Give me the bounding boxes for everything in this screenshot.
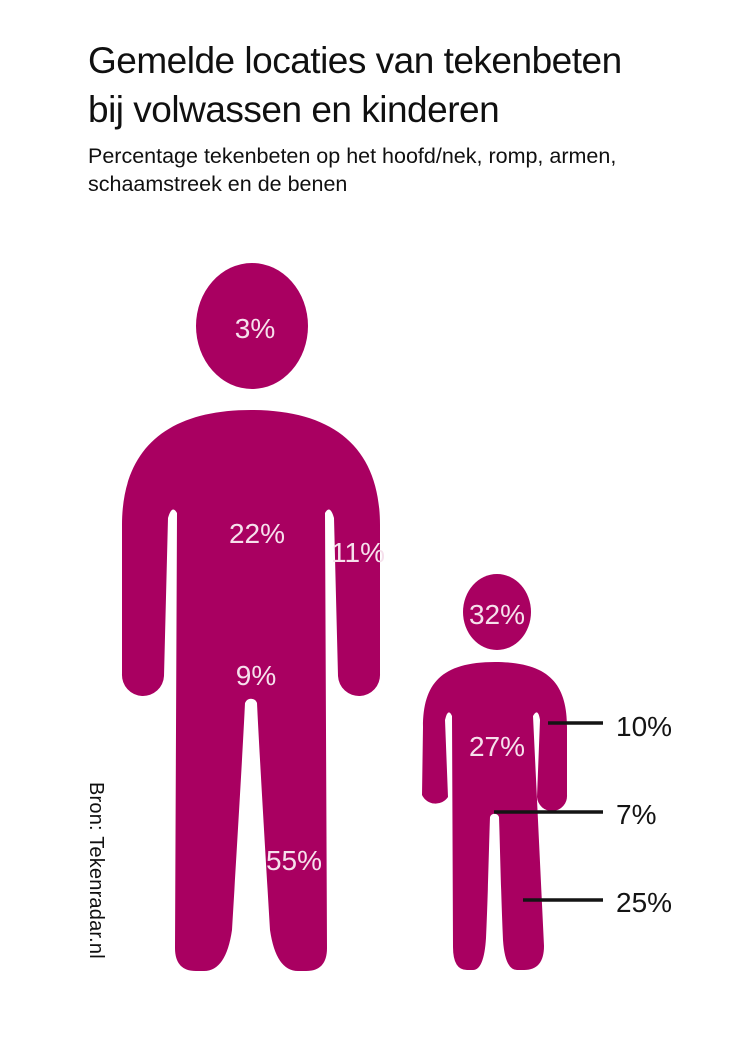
subtitle-line-2: schaamstreek en de benen (88, 172, 348, 196)
child-body-shape (422, 662, 567, 970)
child-head-label: 32% (468, 599, 526, 630)
adult-arm-label: 11% (331, 537, 385, 568)
child-torso-label: 27% (468, 731, 526, 762)
adult-figure (122, 263, 385, 971)
title-line-1: Gemelde locaties van tekenbeten (88, 40, 622, 81)
child-figure (422, 574, 672, 970)
adult-groin-label: 9% (235, 660, 277, 691)
source-credit: Bron: Tekenradar.nl (85, 782, 107, 959)
title-line-2: bij volwassen en kinderen (88, 89, 500, 130)
adult-torso-label: 22% (228, 518, 286, 549)
adult-legs-label: 55% (265, 845, 323, 876)
adult-head-label: 3% (234, 313, 276, 344)
child-legs-label: 25% (616, 887, 673, 918)
subtitle-line-1: Percentage tekenbeten op het hoofd/nek, romp, armen, (88, 144, 617, 168)
child-groin-label: 7% (616, 799, 657, 830)
child-arm-label: 10% (616, 711, 673, 742)
